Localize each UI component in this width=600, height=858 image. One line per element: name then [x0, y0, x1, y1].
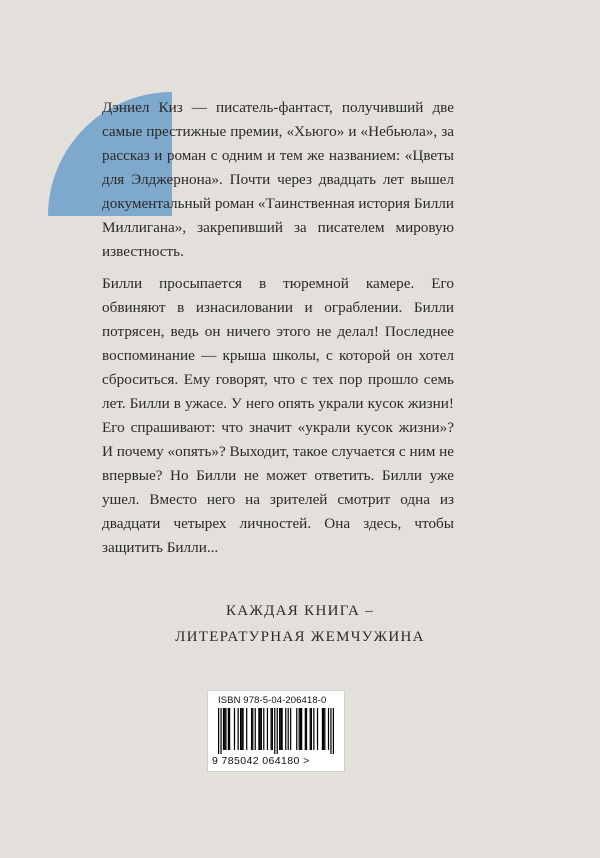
barcode-bar	[313, 708, 314, 750]
barcode-bar	[272, 708, 273, 750]
barcode-bar	[224, 708, 225, 750]
barcode-bar	[324, 708, 325, 750]
barcode-bar	[228, 708, 229, 750]
barcode-bar	[279, 708, 280, 750]
barcode-bar	[328, 708, 329, 750]
isbn-label: ISBN 978-5-04-206418-0	[218, 695, 327, 706]
barcode-bar	[225, 708, 226, 750]
barcode-bar	[267, 708, 268, 750]
barcode-bar	[223, 708, 224, 750]
barcode-bar	[242, 708, 243, 750]
barcode-bar	[299, 708, 300, 750]
barcode-bar	[258, 708, 259, 750]
author-bio: Дэниел Киз — писатель-фантаст, получивший две самые престижные премии, «Хьюго» и «Небьюла», за рассказ и роман с одним и тем же названием: «Цветы для Элджернона». Почти через двадцать лет вышел документальный роман «Таинственная история Билли Миллигана», закрепивший за писателем мировую известность.	[102, 99, 454, 260]
barcode-bar	[220, 708, 221, 754]
barcode-bar	[300, 708, 301, 750]
barcode-bar	[218, 708, 219, 754]
barcode-bar	[305, 708, 306, 750]
barcode-bar	[285, 708, 286, 750]
barcode-bar	[229, 708, 230, 750]
barcode-bar	[241, 708, 242, 750]
barcode-bar	[310, 708, 311, 750]
barcode-bar	[323, 708, 324, 750]
barcode-bar	[252, 708, 253, 750]
barcode-bar	[333, 708, 334, 754]
barcode-bar	[301, 708, 302, 750]
barcode-bar	[238, 708, 239, 750]
barcode-bar	[234, 708, 235, 750]
barcode-bar	[290, 708, 291, 750]
isbn-barcode-box	[207, 690, 345, 772]
barcode-bar	[271, 708, 272, 750]
slogan-line-1: КАЖДАЯ КНИГА –	[225, 603, 375, 619]
barcode-bar	[281, 708, 282, 750]
barcode-bar	[322, 708, 323, 750]
series-slogan	[0, 598, 600, 650]
barcode-bar	[306, 708, 307, 750]
barcode-bar	[317, 708, 318, 750]
barcode-bar	[330, 708, 331, 754]
book-blurb: Билли просыпается в тюремной камере. Его обвиняют в изнасиловании и ограблении. Билли потрясен, ведь он ничего этого не делал! Последнее воспоминание — крыша школы, с которой он хотел сброситься. Ему говорят, что с тех пор прошло семь лет. Билли в ужасе. У него опять украли кусок жизни! Его спрашивают: что значит «украли кусок жизни»? И почему «опять»? Выходит, такое случается с ним не впервые? Но Билли не может ответить. Билли уже ушел. Вместо него на зрителей смотрит одна из двадцати четырех личностей. Она здесь, чтобы защитить Билли...	[102, 275, 454, 556]
barcode-bar	[255, 708, 256, 750]
slogan-line-2: ЛИТЕРАТУРНАЯ ЖЕМЧУЖИНА	[175, 629, 425, 645]
barcode-bar	[288, 708, 289, 750]
barcode-bar	[246, 708, 247, 750]
barcode-icon	[218, 708, 334, 754]
barcode-bar	[261, 708, 262, 750]
barcode-bar	[240, 708, 241, 750]
barcode-bar	[263, 708, 264, 750]
barcode-bar	[260, 708, 261, 750]
barcode-bar	[251, 708, 252, 750]
barcode-bar	[277, 708, 278, 754]
barcode-bar	[280, 708, 281, 750]
barcode-bar	[311, 708, 312, 750]
barcode-bar	[296, 708, 297, 750]
barcode-bar	[274, 708, 275, 754]
barcode-digits: 9 785042 064180 >	[212, 755, 310, 767]
